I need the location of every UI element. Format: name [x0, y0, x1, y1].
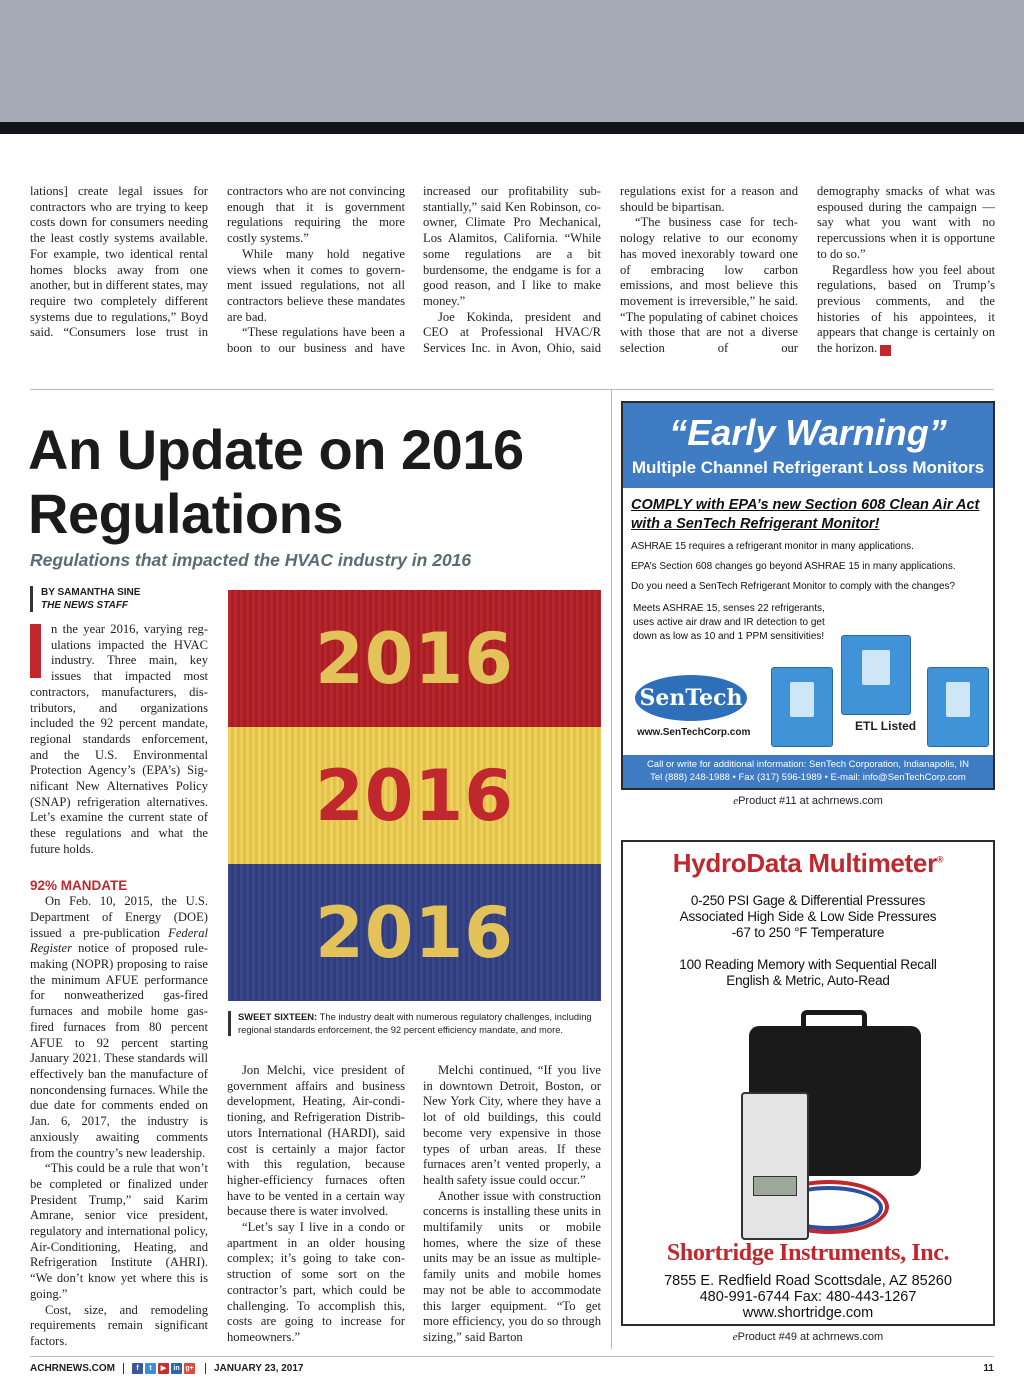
byline — [30, 586, 140, 612]
youtube-icon[interactable]: ▶ — [158, 1363, 169, 1374]
article-column-3 — [423, 1063, 601, 1346]
registered-mark: ® — [936, 854, 944, 865]
ad-line: EPA’s Section 608 changes go beyond ASHRAE 15 in many applications. — [631, 561, 956, 572]
eproduct-e: e — [733, 795, 739, 807]
company-address — [623, 1273, 993, 1321]
drop-cap-i — [30, 624, 41, 678]
paragraph: regulations exist for a reason and should be bipartisan. — [620, 184, 798, 214]
ad-title — [623, 848, 993, 879]
paragraph: While many hold negative views when it comes to government issued regulations, not all contractors believe these mandates are bad. — [227, 246, 405, 324]
paragraph: Joe Kokinda, president and CEO at Professional HVAC/R Services Inc. in Avon, Ohio, said — [423, 309, 601, 356]
continued-column-5 — [817, 184, 995, 357]
paragraph: Melchi continued, “If you live in downtown Detroit, Boston, or New York City, where they have a lot of old buildings, this could become very expensive in those types of urban areas. If these furnaces aren’t vented properly, a health safety issue could occur.” — [423, 1063, 601, 1187]
phone-line: 480-991-6744 Fax: 480-443-1267 — [699, 1289, 917, 1305]
ad-comply-text: COMPLY with EPA’s new Section 608 Clean Air Act with a SenTech Refrigerant Monitor! — [631, 497, 980, 532]
ad-footer-line: Call or write for additional information: SenTech Corporation, Indianapolis, IN — [646, 759, 970, 770]
eproduct-link[interactable] — [621, 1331, 995, 1343]
ad-url[interactable]: www.SenTechCorp.com — [637, 727, 751, 738]
paragraph-text: notice of proposed rulemaking (NOPR) proposing to raise the minimum AFUE performance for nonweatherized gas-fired furnaces and mobile home gas-fired furnaces from 80 percent AFUE to 92 percent starting January 2021. These standards will effectively ban the manufacture of noncondensing furnaces. While the due date for comments ended on Jan. 6, 2017, the industry is anxiously awaiting comments from the country’s new leadership. — [30, 941, 208, 1160]
paragraph: “These regulations have been a boon to our business and have — [227, 325, 405, 356]
header-bar — [0, 122, 1024, 134]
page-footer — [30, 1361, 994, 1375]
monitor-device-image — [771, 667, 833, 747]
ad-line: Do you need a SenTech Refrigerant Monitor to comply with the changes? — [631, 581, 956, 592]
footer-separator — [205, 1363, 206, 1374]
header-band — [0, 0, 1024, 122]
paragraph: increased our profitability substantially,” said Ken Robinson, co-owner, Climate Pro Mechanical, Los Alamitos, California. “While some regulations are a bit burdensome, the endgame is for a good reason, and I like to make money.” — [423, 184, 601, 308]
ad-title: “Early Warning” — [669, 412, 947, 453]
paragraph: demography smacks of what was espoused during the campaign — say what you want with no repercussions when it is opportune to do so.” — [817, 184, 995, 261]
website-line[interactable]: www.shortridge.com — [742, 1305, 874, 1321]
continued-column-4 — [620, 184, 798, 357]
continued-column-1 — [30, 184, 208, 341]
sentech-ad[interactable] — [621, 401, 995, 790]
caption-text: The industry dealt with numerous regulatory challenges, including regional standards enforcement, the 92 percent efficiency mandate, and more. — [238, 1011, 592, 1035]
publication-name: Federal Register — [30, 925, 208, 956]
section-subhead: 92% MANDATE — [30, 877, 128, 893]
article-column-2 — [227, 1063, 405, 1346]
site-name[interactable]: ACHRNEWS.COM — [30, 1362, 115, 1374]
eproduct-text: Product #49 at achrnews.com — [737, 1331, 884, 1343]
address-line: 7855 E. Redfield Road Scottsdale, AZ 85260 — [664, 1273, 952, 1289]
paragraph: “This could be a rule that won’t be completed or finalized under President Trump,” said Karim Amrane, senior vice president, regulatory and international policy, Air-Conditioning, Heating, and Refrigeration Institute (AHRI). “We don’t know yet where this is going.” — [30, 1161, 208, 1301]
end-mark-icon: N — [880, 345, 891, 356]
photo-caption — [228, 1011, 601, 1036]
page-number: 11 — [983, 1362, 994, 1374]
ad-specs — [623, 893, 993, 941]
paragraph: “The business case for technology relative to our economy has moved inexorably toward one of embracing low carbon emissions, and most believe this movement is irreversible,” he said. “The populating of cabinet choices with those that are not a diverse selection of our — [620, 215, 798, 356]
issue-date: JANUARY 23, 2017 — [214, 1362, 304, 1374]
facebook-icon[interactable]: f — [132, 1363, 143, 1374]
ad-header — [623, 403, 993, 488]
multimeter-image — [741, 1092, 809, 1240]
paragraph: Cost, size, and remodeling requirements remain significant factors. — [30, 1302, 208, 1348]
twitter-icon[interactable]: t — [145, 1363, 156, 1374]
continued-column-3 — [423, 184, 601, 357]
ad-specs — [623, 957, 993, 989]
etl-listed-label: ETL Listed — [855, 719, 917, 733]
meter-display — [753, 1176, 797, 1196]
caption-label: SWEET SIXTEEN: — [238, 1011, 318, 1022]
ad-meets-text: Meets ASHRAE 15, senses 22 refrigerants, uses active air draw and IR detection to get down as low as 10 and 1 PPM sensitivities! — [633, 603, 825, 642]
footer-separator — [123, 1363, 124, 1374]
monitor-device-image — [841, 635, 911, 715]
sentech-logo: SenTech — [635, 675, 747, 721]
ad-footer — [623, 755, 993, 788]
linkedin-icon[interactable]: in — [171, 1363, 182, 1374]
spec-line: -67 to 250 °F Temperature — [731, 925, 885, 940]
byline-author: BY SAMANTHA SINE — [41, 587, 141, 598]
paragraph: contractors who are not convincing enough that it is government regulations requiring the more costly systems.” — [227, 184, 405, 246]
paragraph: Another issue with construction concerns is installing these units in multifamily units or mobile homes, where the size of these units may be an issue as multiple-family units and mobile homes may not be able to accommodate this larger equipment. “To get more efficiency, you do so through sizing,” said Barton — [423, 1188, 601, 1344]
spec-line: 0-250 PSI Gage & Differential Pressures — [690, 893, 926, 908]
paragraph-text: Regardless how you feel about regulations, based on Trump’s previous comments, and the histories of his appointees, it appears that change is certainly on the horizon. — [817, 262, 995, 356]
paragraph — [30, 894, 208, 1161]
article-deck: Regulations that impacted the HVAC industry in 2016 — [30, 550, 472, 570]
stripe-yellow: 2016 — [228, 727, 601, 864]
ad-title-text: HydroData Multimeter — [672, 848, 937, 878]
ad-footer-line: Tel (888) 248-1988 • Fax (317) 596-1989 • E-mail: info@SenTechCorp.com — [650, 772, 966, 783]
article-headline: An Update on 2016 Regulations — [28, 418, 524, 545]
byline-staff: THE NEWS STAFF — [41, 600, 129, 611]
intro-text: n the year 2016, varying regulations impacted the HVAC industry. Three main, key issues that impacted most contractors, manufacturers, distributors, and organizations included the 92 percent mandate, regional standards enforcement, and the U.S. Environmental Protection Agency’s (EPA’s) Significant New Alternatives Policy (SNAP) refrigeration alternatives. Let’s examine the current state of these regulations and what the future holds. — [30, 622, 208, 856]
company-name: Shortridge Instruments, Inc. — [666, 1240, 950, 1266]
googleplus-icon[interactable]: g+ — [185, 1364, 194, 1372]
intro-paragraph — [30, 622, 208, 858]
paragraph-text: On Feb. 10, 2015, the U.S. Department of Energy (DOE) issued a pre-publication — [30, 894, 208, 940]
spec-line: 100 Reading Memory with Sequential Recall — [679, 957, 937, 972]
stripe-blue: 2016 — [228, 864, 601, 1001]
section-divider — [30, 389, 994, 390]
photo-2016-stripes — [228, 590, 601, 1001]
spec-line: English & Metric, Auto-Read — [726, 973, 890, 988]
paragraph — [817, 263, 995, 357]
monitor-device-image — [927, 667, 989, 747]
eproduct-e: e — [732, 1331, 738, 1343]
paragraph: “Let’s say I live in a condo or apartment in an older housing complex; it’s going to take construction of some sort on the contractor’s part, which could be challenging. To accomplish this, costs are going to increase for homeowners.” — [227, 1220, 405, 1344]
stripe-red: 2016 — [228, 590, 601, 727]
ad-subtitle: Multiple Channel Refrigerant Loss Monitors — [631, 458, 985, 477]
column-divider — [611, 389, 612, 1349]
footer-rule — [30, 1356, 994, 1357]
article-column-1 — [30, 622, 208, 1350]
paragraph: Jon Melchi, vice president of government affairs and business development, Heating, Air-conditioning, and Refrigeration Distributors International (HARDI), said cost is certainly a major factor with this regulation, because higher-efficiency furnaces often have to be vented in a certain way because there is water involved. — [227, 1063, 405, 1219]
eproduct-text: Product #11 at achrnews.com — [738, 795, 883, 807]
continued-column-2 — [227, 184, 405, 357]
ad-line: ASHRAE 15 requires a refrigerant monitor in many applications. — [631, 541, 914, 552]
hydrodata-ad[interactable] — [621, 840, 995, 1326]
eproduct-link[interactable] — [621, 795, 995, 807]
paragraph: lations] create legal issues for contractors who are trying to keep costs down for consumers needing the least costly systems available. For example, two identical rental homes blocks away from one another, but in different states, may require two completely different systems due to regulations,” Boyd said. “Consumers lose trust in — [30, 184, 208, 340]
spec-line: Associated High Side & Low Side Pressures — [679, 909, 937, 924]
